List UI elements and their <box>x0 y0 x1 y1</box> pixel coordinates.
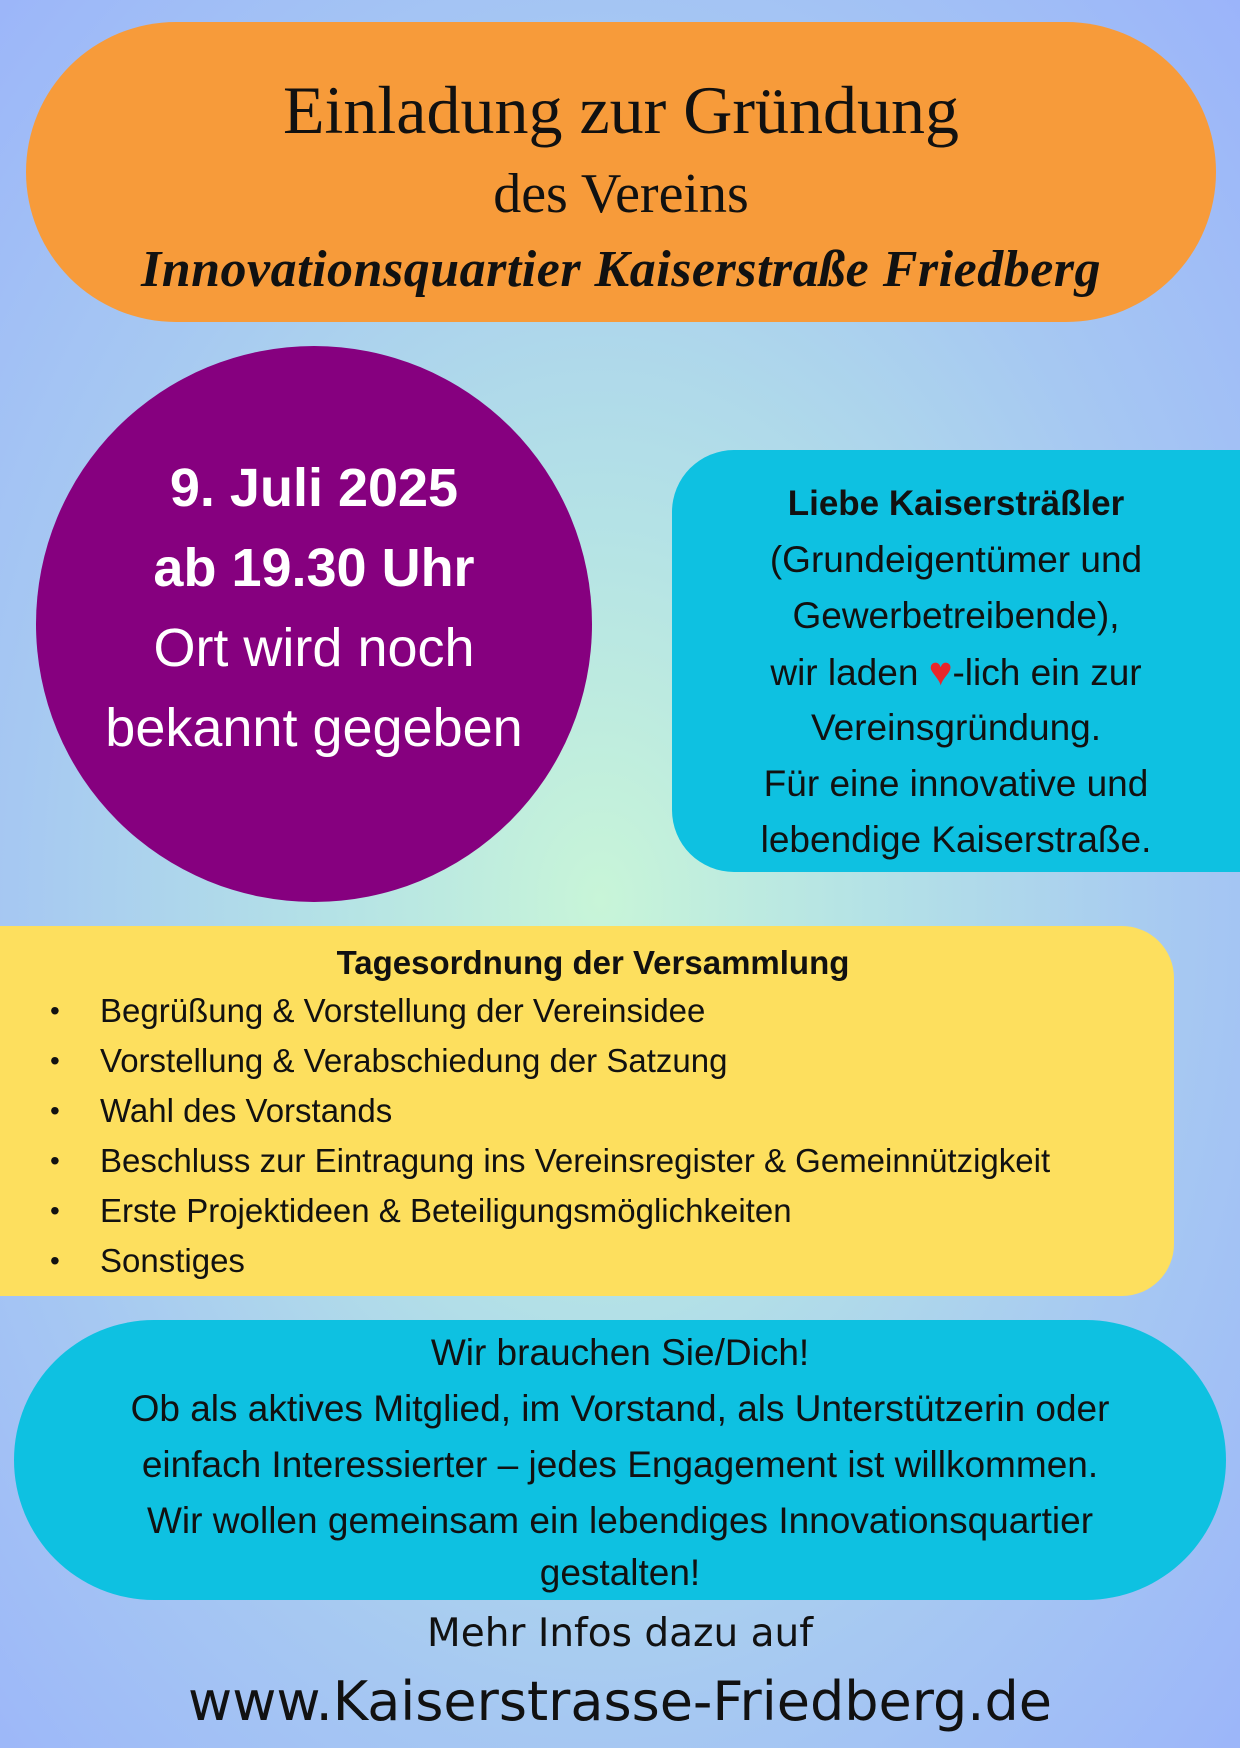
greeting-line-4-end: -lich ein zur <box>952 652 1142 693</box>
event-location-line-2: bekannt gegeben <box>105 698 523 758</box>
agenda-item-text: Vorstellung & Verabschiedung der Satzung <box>100 1042 728 1079</box>
bullet-icon: • <box>50 995 60 1026</box>
greeting-heading: Liebe Kaisersträßler <box>787 484 1125 523</box>
cta-line-3: einfach Interessierter – jedes Engagement ist willkommen. <box>141 1444 1099 1485</box>
title-line-2: des Vereins <box>493 163 749 225</box>
agenda-item-text: Beschluss zur Eintragung ins Vereinsregister & Gemeinnützigkeit <box>100 1142 1051 1179</box>
bullet-icon: • <box>50 1045 60 1076</box>
cta-line-4: Wir wollen gemeinsam ein lebendiges Innovationsquartier <box>146 1500 1094 1541</box>
agenda-item <box>0 1236 1174 1286</box>
agenda-item-text: Sonstiges <box>100 1242 245 1279</box>
more-info-text: Mehr Infos dazu auf <box>427 1611 813 1656</box>
bullet-icon: • <box>50 1095 60 1126</box>
agenda-item <box>0 1136 1174 1186</box>
agenda-list <box>0 986 1174 1286</box>
greeting-line-4 <box>672 644 1240 701</box>
agenda-box <box>0 926 1174 1296</box>
cta-heading: Wir brauchen Sie/Dich! <box>430 1332 810 1373</box>
greeting-line-3: Gewerbetreibende), <box>792 595 1120 636</box>
agenda-item <box>0 1186 1174 1236</box>
cta-line-2: Ob als aktives Mitglied, im Vorstand, als Unterstützerin oder <box>130 1388 1110 1429</box>
greeting-line-4-start: wir laden <box>770 652 929 693</box>
bullet-icon: • <box>50 1145 60 1176</box>
title-banner <box>26 22 1216 322</box>
agenda-item <box>0 1086 1174 1136</box>
bullet-icon: • <box>50 1195 60 1226</box>
heart-icon: ♥ <box>928 650 953 694</box>
agenda-item-text: Begrüßung & Vorstellung der Vereinsidee <box>100 992 706 1029</box>
agenda-item <box>0 1036 1174 1086</box>
greeting-line-6: Für eine innovative und <box>763 763 1149 804</box>
greeting-line-5: Vereinsgründung. <box>810 707 1102 748</box>
call-to-action-box <box>14 1320 1226 1600</box>
cta-line-5: gestalten! <box>539 1552 701 1593</box>
agenda-item-text: Erste Projektideen & Beteiligungsmöglichkeiten <box>100 1192 792 1229</box>
website-link[interactable]: www.Kaiserstrasse-Friedberg.de <box>188 1670 1052 1733</box>
greeting-line-2: (Grundeigentümer und <box>769 539 1143 580</box>
bullet-icon: • <box>50 1245 60 1276</box>
event-date: 9. Juli 2025 <box>169 458 459 518</box>
association-name: Innovationsquartier Kaiserstraße Friedberg <box>140 241 1102 298</box>
agenda-item <box>0 986 1174 1036</box>
event-time: ab 19.30 Uhr <box>153 538 475 598</box>
event-location-line-1: Ort wird noch <box>153 618 475 678</box>
greeting-box <box>672 450 1240 872</box>
title-line-1: Einladung zur Gründung <box>282 72 960 148</box>
agenda-title: Tagesordnung der Versammlung <box>336 944 850 981</box>
agenda-item-text: Wahl des Vorstands <box>100 1092 393 1129</box>
event-details-circle <box>36 346 592 902</box>
greeting-line-7: lebendige Kaiserstraße. <box>760 819 1152 860</box>
